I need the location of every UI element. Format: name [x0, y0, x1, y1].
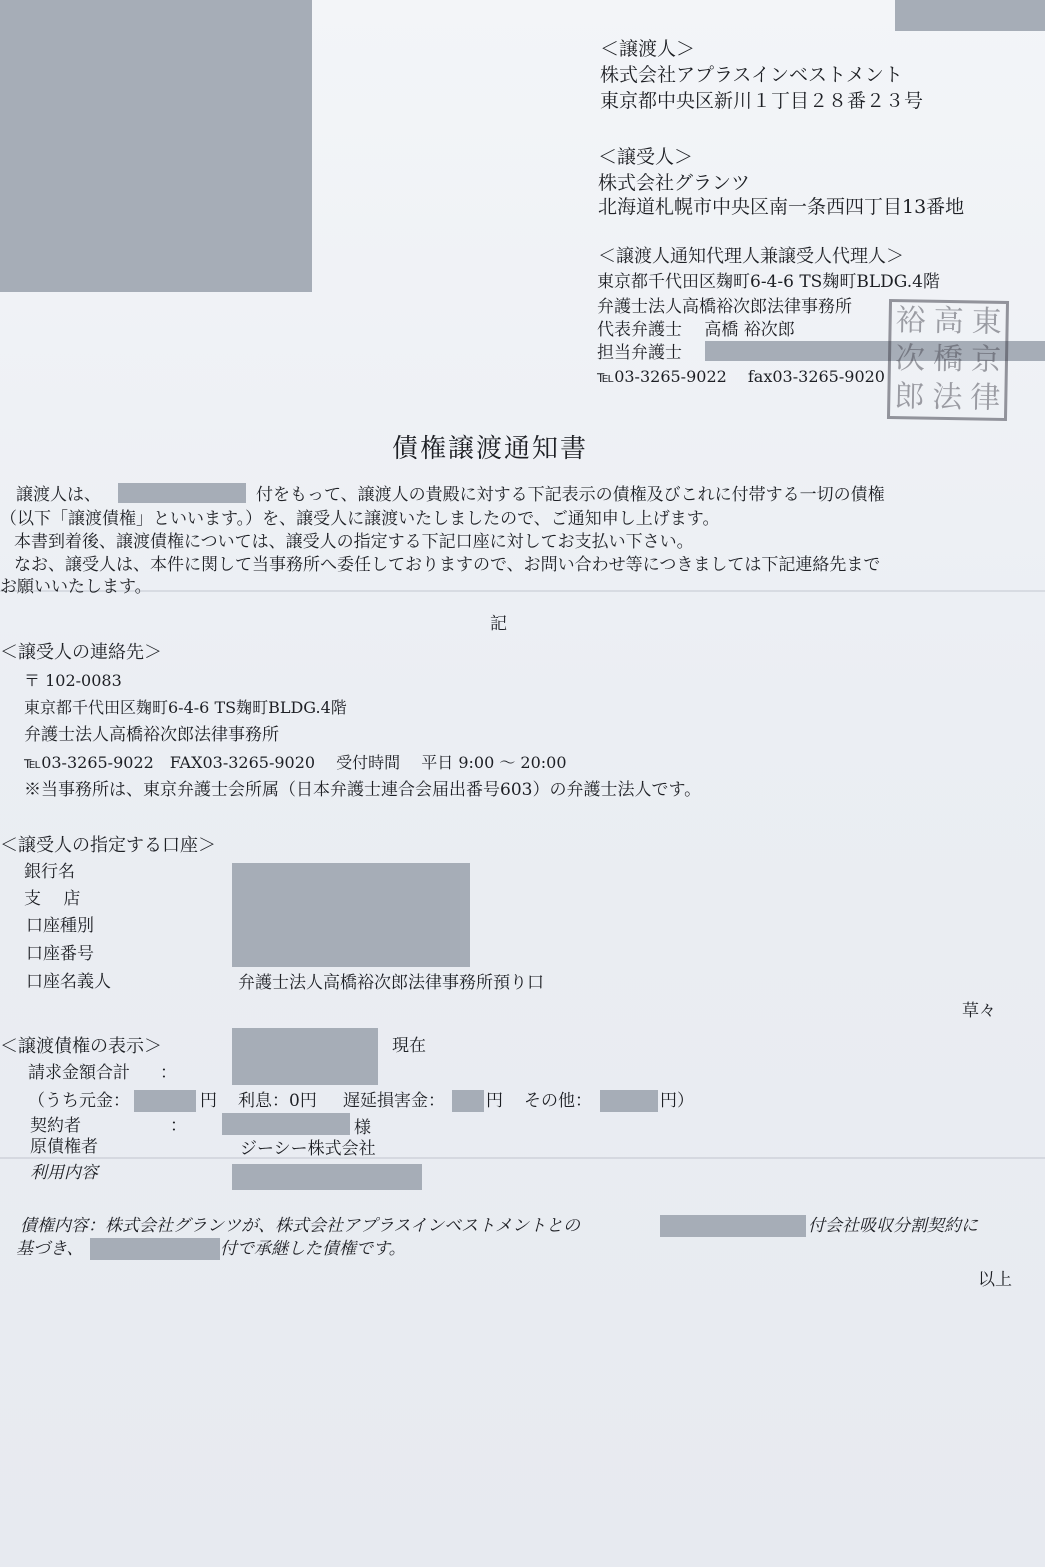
- account-number-label: 口座番号: [26, 944, 94, 964]
- contact-postal: 〒 102-0083: [24, 671, 122, 690]
- agent-label: ＜譲渡人通知代理人兼譲受人代理人＞: [598, 246, 904, 267]
- redacted-principal: [134, 1090, 196, 1112]
- contact-section-label: ＜譲受人の連絡先＞: [0, 642, 162, 663]
- body-line-1a: 譲渡人は、: [16, 485, 101, 505]
- redacted-date-1: [118, 483, 246, 503]
- contact-firm: 弁護士法人高橋裕次郎法律事務所: [24, 725, 279, 745]
- assignor-label: ＜譲渡人＞: [600, 38, 696, 60]
- redacted-account-details: [232, 863, 470, 967]
- redacted-claim-date: [232, 1028, 378, 1085]
- paper-fold-line: [0, 1157, 1045, 1159]
- redacted-late-fee: [452, 1090, 484, 1112]
- detail-line-1a: 債権内容：株式会社グランツが、株式会社アプラスインベストメントとの: [20, 1216, 580, 1236]
- redacted-other: [600, 1090, 658, 1112]
- law-firm-seal: [887, 299, 1009, 421]
- paper-fold-line: [0, 590, 1045, 592]
- claim-interest: 利息：0円: [238, 1091, 317, 1111]
- claim-total-colon: ：: [160, 1063, 177, 1083]
- seal-char: 橋: [932, 341, 964, 378]
- account-holder-label: 口座名義人: [26, 972, 111, 992]
- claim-principal-label: （うち元金：: [28, 1091, 130, 1111]
- body-line-1b: 付をもって、譲渡人の貴殿に対する下記表示の債権及びこれに付帯する一切の債権: [256, 485, 885, 505]
- seal-char: 律: [970, 380, 1001, 416]
- account-section-label: ＜譲受人の指定する口座＞: [0, 835, 216, 856]
- claim-yen-2: 円: [486, 1091, 503, 1111]
- body-line-4: なお、譲受人は、本件に関して当事務所へ委任しておりますので、お問い合わせ等につきましては下記連絡先まで: [14, 555, 881, 575]
- claim-yen-3: 円）: [660, 1091, 694, 1111]
- body-line-3: 本書到着後、譲渡債権については、譲受人の指定する下記口座に対してお支払い下さい。: [14, 532, 694, 552]
- detail-line-1b: 付会社吸収分割契約に: [808, 1216, 978, 1236]
- contact-address: 東京都千代田区麹町6-4-6 TS麹町BLDG.4階: [24, 698, 347, 717]
- claim-original-creditor-value: ジーシー株式会社: [240, 1139, 376, 1159]
- redacted-area-top-right: [895, 0, 1045, 31]
- account-type-label: 口座種別: [26, 916, 94, 936]
- redacted-contractor: [222, 1113, 350, 1135]
- claim-usage-label: 利用内容: [30, 1163, 98, 1183]
- document-title: 債権譲渡通知書: [392, 434, 589, 464]
- closing-ijou: 以上: [978, 1270, 1012, 1290]
- claim-contractor-sama: 様: [354, 1118, 371, 1138]
- redacted-contract-date: [660, 1215, 806, 1237]
- ki-marker: 記: [490, 614, 507, 634]
- agent-staff-label: 担当弁護士: [597, 343, 682, 363]
- account-branch-label: 支 店: [24, 889, 81, 909]
- detail-line-2a: 基づき、: [16, 1239, 84, 1259]
- claim-other-label: その他：: [524, 1091, 592, 1111]
- seal-char: 法: [932, 379, 963, 416]
- seal-char: 東: [971, 304, 1002, 340]
- claim-as-of: 現在: [392, 1036, 426, 1056]
- claim-late-fee-label: 遅延損害金：: [343, 1091, 445, 1111]
- assignee-label: ＜譲受人＞: [598, 146, 694, 168]
- contact-note: ※当事務所は、東京弁護士会所属（日本弁護士連合会届出番号603）の弁護士法人です。: [24, 780, 702, 800]
- body-line-2: （以下「譲渡債権」といいます。）を、譲受人に譲渡いたしましたので、ご通知申し上げます。: [0, 509, 720, 529]
- seal-char: 裕: [895, 303, 926, 339]
- body-line-5: お願いいたします。: [0, 577, 152, 597]
- account-holder-value: 弁護士法人高橋裕次郎法律事務所預り口: [238, 973, 544, 993]
- seal-char: 郎: [894, 379, 925, 415]
- claim-yen-1: 円: [200, 1091, 217, 1111]
- detail-line-2b: 付で承継した債権です。: [220, 1239, 406, 1259]
- assignee-address: 北海道札幌市中央区南一条西四丁目13番地: [598, 196, 965, 218]
- agent-address: 東京都千代田区麹町6-4-6 TS麹町BLDG.4階: [597, 272, 940, 292]
- seal-char: 京: [970, 342, 1002, 378]
- agent-representative: 代表弁護士 高橋 裕次郎: [597, 320, 795, 340]
- redacted-usage: [232, 1164, 422, 1190]
- assignor-address: 東京都中央区新川１丁目２８番２３号: [600, 90, 924, 112]
- seal-char: 高: [933, 303, 964, 340]
- redacted-succession-date: [90, 1238, 220, 1260]
- claim-original-creditor-label: 原債権者: [30, 1137, 98, 1157]
- agent-contact: ℡03-3265-9022 fax03-3265-9020: [597, 367, 885, 386]
- claim-contractor-colon: ：: [170, 1116, 187, 1136]
- redacted-area-top-left: [0, 0, 312, 292]
- agent-firm: 弁護士法人高橋裕次郎法律事務所: [597, 297, 852, 317]
- closing-sousou: 草々: [962, 1001, 996, 1021]
- assignee-name: 株式会社グランツ: [598, 172, 751, 194]
- assignor-name: 株式会社アプラスインベストメント: [600, 64, 903, 86]
- account-bank-label: 銀行名: [24, 862, 75, 882]
- contact-phone: ℡03-3265-9022 FAX03-3265-9020 受付時間 平日 9:00 ～ 20:00: [24, 753, 567, 772]
- claim-contractor-label: 契約者: [30, 1116, 81, 1136]
- claim-section-label: ＜譲渡債権の表示＞: [0, 1036, 162, 1057]
- seal-char: 次: [894, 341, 926, 377]
- claim-total-label: 請求金額合計: [28, 1063, 130, 1083]
